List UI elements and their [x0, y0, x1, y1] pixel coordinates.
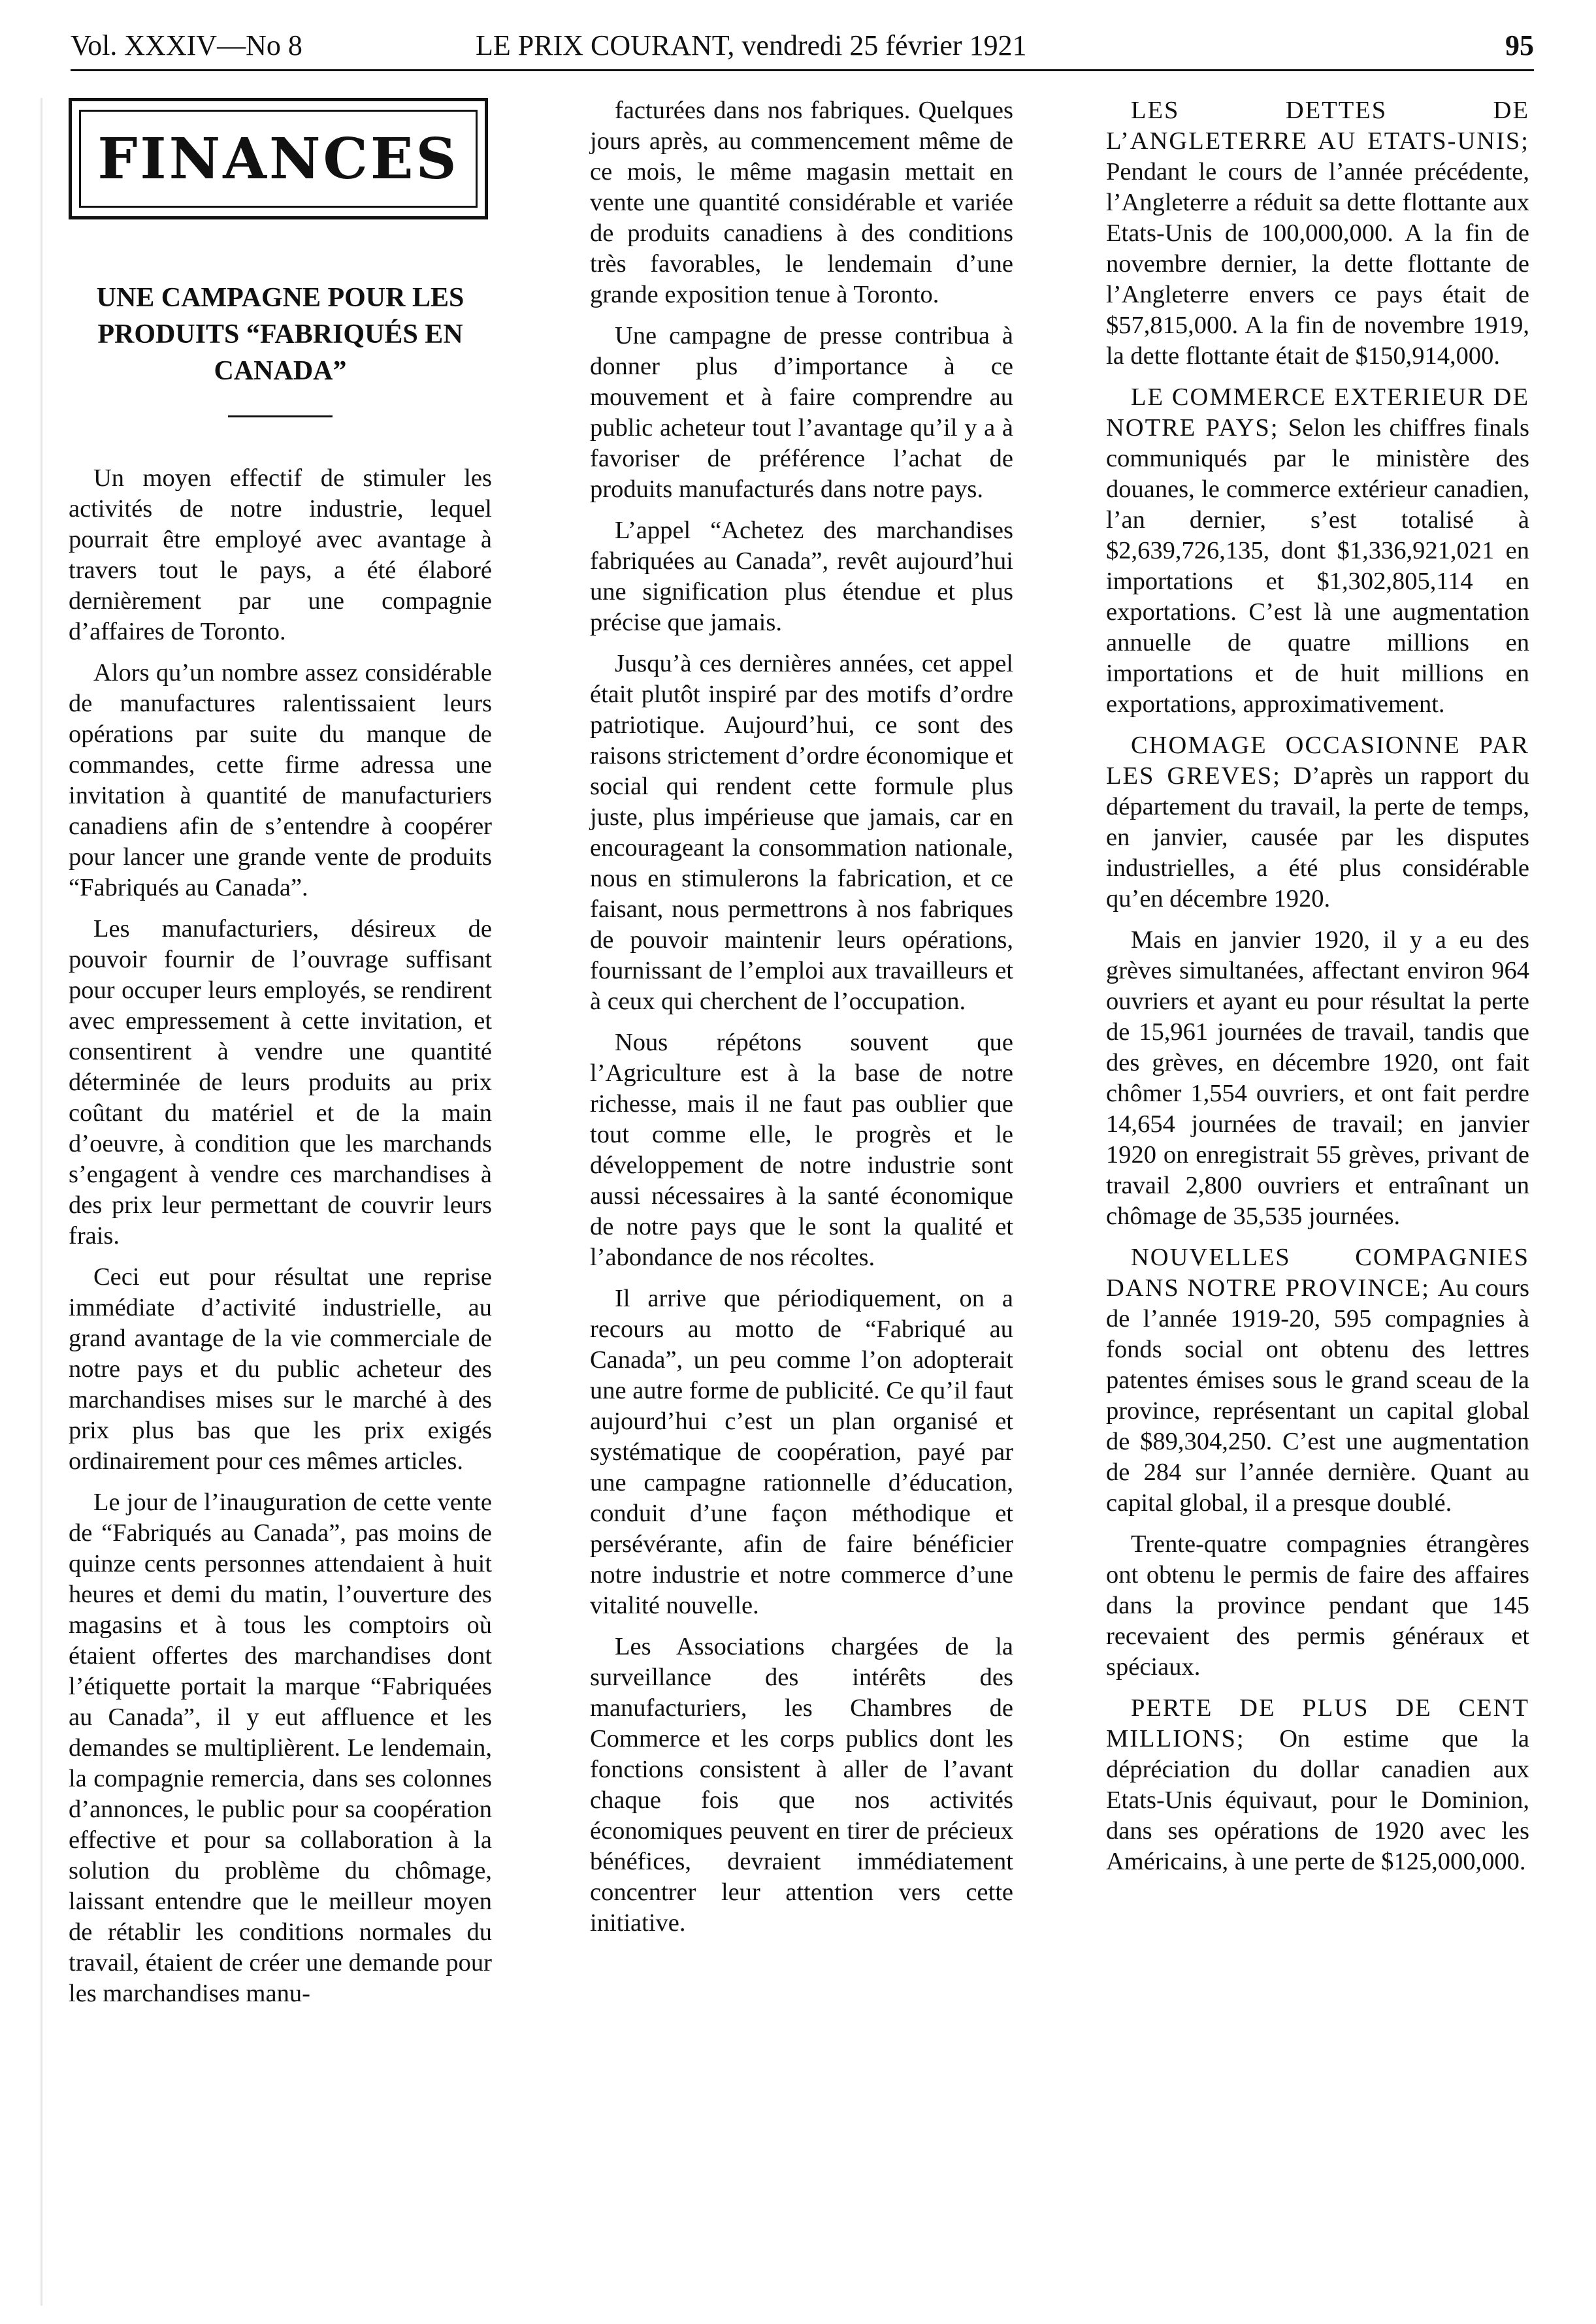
column-2-body: [590, 95, 1013, 1939]
page-header: [71, 29, 1534, 71]
news-item-text: Pendant le cours de l’année précédente, l’Angleterre a réduit sa dette flottante aux Etats-Unis de 100,000,000. A la fin de novembre dernier, la dette flottante de l’Angleterre envers ce pays était de $57,815,000. A la fin de novembre 1919, la dette flottante était de $150,914,000.: [1106, 158, 1529, 370]
column-3-body: [1106, 95, 1529, 1877]
paragraph: Les Associations chargées de la surveillance des intérêts des manufacturiers, les Chambres de Commerce et les corps publics dont les fonctions consistent à aller de l’avant chaque fois que nos activités économiques peuvent en tirer de précieux bénéfices, devraient immédiatement concentrer leur attention vers cette initiative.: [590, 1633, 1013, 1937]
column-2: [590, 95, 1013, 1949]
paragraph: facturées dans nos fabriques. Quelques jours après, au commencement même de ce mois, le même magasin mettait en vente une quantité considérable et variée de produits canadiens à des conditions très favorables, le lendemain d’une grande exposition tenue à Toronto.: [590, 97, 1013, 308]
column-3: [1106, 95, 1529, 1888]
paragraph: Les manufacturiers, désireux de pouvoir fournir de l’ouvrage suffisant pour occuper leurs employés, se rendirent avec empressement à cette invitation, et consentirent à vendre une quantité déterminée de leurs produits au prix coûtant du matériel et de la main d’oeuvre, à condition que les marchands s’engagent à vendre ces marchandises à des prix leur permettant de couvrir leurs frais.: [69, 915, 492, 1250]
column-1: [69, 98, 492, 2020]
section-banner: [69, 98, 488, 219]
paragraph: Un moyen effectif de stimuler les activités de notre industrie, lequel pourrait être employé avec avantage à travers tout le pays, a été élaboré dernièrement par une compagnie d’affaires de Toronto.: [69, 464, 492, 645]
news-item: [1106, 925, 1529, 1232]
paragraph: Ceci eut pour résultat une reprise immédiate d’activité industrielle, au grand avantage de la vie commerciale de notre pays et du public acheteur des marchandises mises sur le marché à des prix plus bas que les prix exigés ordinairement pour ces mêmes articles.: [69, 1263, 492, 1475]
news-item-text: Mais en janvier 1920, il y a eu des grèves simultanées, affectant environ 964 ouvriers et ayant eu pour résultat la perte de 15,961 journées de travail, tandis que des grèves, en décembre 1920, ont fait chômer 1,554 ouvriers, et ont fait perdre 14,654 journées de travail; en janvier 1920 on enregistrait 55 grèves, privant de travail 2,800 ouvriers et entraînant un chômage de 35,535 journées.: [1106, 926, 1529, 1230]
news-item: [1106, 382, 1529, 720]
news-item-kicker: CHOMAGE OCCASIONNE PAR LES GREVES;: [1106, 732, 1529, 790]
news-item-kicker: LES DETTES DE L’ANGLETERRE AU ETATS-UNIS;: [1106, 97, 1529, 155]
paragraph: Une campagne de presse contribua à donner plus d’importance à ce mouvement et à faire comprendre au public acheteur tout l’avantage qu’il y a à favoriser de préférence l’achat de produits manufacturés dans notre pays.: [590, 322, 1013, 503]
paragraph: Alors qu’un nombre assez considérable de manufactures ralentissaient leurs opérations par suite du manque de commandes, cette firme adressa une invitation à quantité de manufacturiers canadiens afin de s’entendre à coopérer pour lancer une grande vente de produits “Fabriqués au Canada”.: [69, 659, 492, 901]
header-rule: [71, 69, 1534, 71]
news-item-text: On estime que la dépréciation du dollar canadien aux Etats-Unis équivaut, pour le Dominion, dans ses opérations de 1920 avec les Américains, à une perte de $125,000,000.: [1106, 1725, 1529, 1875]
page-number: 95: [1505, 29, 1534, 61]
publication-title: LE PRIX COURANT, vendredi 25 février 1921: [476, 29, 1027, 61]
paragraph: Jusqu’à ces dernières années, cet appel était plutôt inspiré par des motifs d’ordre patriotique. Aujourd’hui, ce sont des raisons strictement d’ordre économique et social qui rendent cette formule plus juste, plus impérieuse que jamais, car en encourageant la consommation nationale, nous en stimulerons la fabrication, et ce faisant, nous permettrons à nos fabriques de pouvoir maintenir leurs opérations, fournissant de l’emploi aux travailleurs et à ceux qui cherchent de l’occupation.: [590, 650, 1013, 1015]
section-title: FINANCES: [79, 110, 478, 208]
news-item: [1106, 1693, 1529, 1877]
news-item-text: D’après un rapport du département du travail, la perte de temps, en janvier, causée par les disputes industrielles, a été plus considérable qu’en décembre 1920.: [1106, 762, 1529, 912]
paragraph: L’appel “Achetez des marchandises fabriquées au Canada”, revêt aujourd’hui une signification plus étendue et plus précise que jamais.: [590, 517, 1013, 636]
news-item: [1106, 1242, 1529, 1519]
paragraph: Le jour de l’inauguration de cette vente de “Fabriqués au Canada”, pas moins de quinze cents personnes attendaient à huit heures et demi du matin, l’ouverture des magasins et à tous les comptoirs où étaient offertes des marchandises dont l’étiquette portait la marque “Fabriquées au Canada”, il y eut affluence et les demandes se multiplièrent. Le lendemain, la compagnie remercia, dans ses colonnes d’annonces, le public pour sa coopération effective et pour sa collaboration à la solution du problème du chômage, laissant entendre que le meilleur moyen de rétablir les conditions normales du travail, étaient de créer une demande pour les marchandises manu-: [69, 1489, 492, 2007]
paragraph: Il arrive que périodiquement, on a recours au motto de “Fabriqué au Canada”, un peu comme l’on adopterait une autre forme de publicité. Ce qu’il faut aujourd’hui c’est un plan organisé et systématique de coopération, payé par une campagne rationnelle d’éducation, conduit d’une façon méthodique et persévérante, afin de faire bénéficier notre industrie et notre commerce d’une vitalité nouvelle.: [590, 1285, 1013, 1619]
news-item-text: Selon les chiffres finals communiqués par le ministère des douanes, le commerce extérieur canadien, l’an dernier, s’est totalisé à $2,639,726,135, dont $1,336,921,021 en importations et $1,302,805,114 en exportations. C’est là une augmentation annuelle de quatre millions en importations et de huit millions en exportations, approximativement.: [1106, 414, 1529, 718]
news-item-text: Au cours de l’année 1919-20, 595 compagnies à fonds social ont obtenu des lettres patentes émises sous le grand sceau de la province, représentant un capital global de $89,304,250. C’est une augmentation de 284 sur l’année dernière. Quant au capital global, il a presque doublé.: [1106, 1274, 1529, 1517]
news-item-kicker: LE COMMERCE EXTERIEUR DE NOTRE PAYS;: [1106, 383, 1529, 442]
news-item-kicker: NOUVELLES COMPAGNIES DANS NOTRE PROVINCE;: [1106, 1244, 1529, 1302]
column-1-body: [69, 463, 492, 2009]
headline-divider: [228, 415, 333, 417]
news-item-text: Trente-quatre compagnies étrangères ont obtenu le permis de faire des affaires dans la province pendant que 145 recevaient des permis généraux et spéciaux.: [1106, 1530, 1529, 1681]
news-item-kicker: PERTE DE PLUS DE CENT MILLIONS;: [1106, 1694, 1529, 1752]
news-item: [1106, 1529, 1529, 1683]
news-item: [1106, 95, 1529, 372]
news-item: [1106, 730, 1529, 914]
scan-edge-shadow: [41, 98, 42, 2306]
volume-label: Vol. XXXIV—No 8: [71, 29, 302, 61]
article-headline: UNE CAMPAGNE POUR LES PRODUITS “FABRIQUÉS EN CANADA”: [96, 283, 464, 386]
paragraph: Nous répétons souvent que l’Agriculture est à la base de notre richesse, mais il ne faut pas oublier que tout comme elle, le progrès et le développement de notre industrie sont aussi nécessaires à la santé économique de notre pays que le sont la qualité et l’abondance de nos récoltes.: [590, 1029, 1013, 1271]
